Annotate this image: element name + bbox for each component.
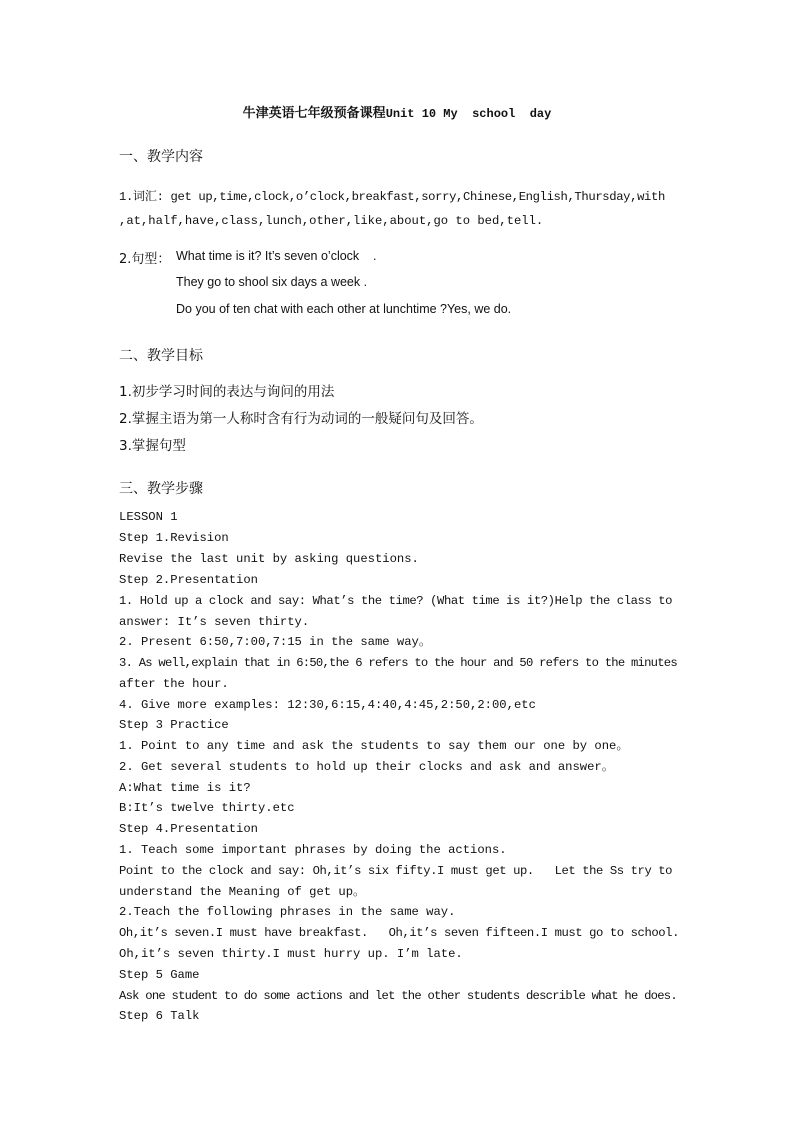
- step-line: Step 6 Talk: [119, 1009, 200, 1023]
- sentence-pattern: What time is it? It’s seven o’clock .: [176, 249, 377, 263]
- title-english: Unit 10 My school day: [385, 107, 552, 121]
- step-line: 4. Give more examples: 12:30,6:15,4:40,4:45,2:50,2:00,etc: [119, 698, 536, 712]
- step-line: 1. Point to any time and ask the students to say them our one by one。: [119, 739, 629, 753]
- step-line: after the hour.: [119, 677, 229, 691]
- step-line: answer: It’s seven thirty.: [119, 615, 310, 629]
- goal-item: 2.掌握主语为第一人称时含有行为动词的一般疑问句及回答。: [119, 411, 483, 427]
- step-line: Step 1.Revision: [119, 531, 229, 545]
- step-line: 2. Get several students to hold up their clocks and ask and answer。: [119, 760, 614, 774]
- title-chinese: 牛津英语七年级预备课程: [242, 106, 386, 121]
- step-line: Step 2.Presentation: [119, 573, 258, 587]
- step-line: B:It’s twelve thirty.etc: [119, 801, 295, 815]
- sentence-pattern: Do you of ten chat with each other at lunchtime ?Yes, we do.: [176, 302, 512, 316]
- step-line: A:What time is it?: [119, 781, 251, 795]
- step-line: Point to the clock and say: Oh,it’s six fifty.I must get up. Let the Ss try to: [119, 864, 673, 878]
- step-line: 1. Teach some important phrases by doing the actions.: [119, 843, 507, 857]
- sentence-label: 2.句型：: [119, 252, 171, 267]
- step-line: 3. As well,explain that in 6:50,the 6 refers to the hour and 50 refers to the minutes: [119, 656, 677, 670]
- step-line: 2. Present 6:50,7:00,7:15 in the same way。: [119, 635, 432, 649]
- step-line: Oh,it’s seven thirty.I must hurry up. I’m late.: [119, 947, 463, 961]
- step-line: understand the Meaning of get up。: [119, 885, 366, 899]
- step-line: Step 4.Presentation: [119, 822, 258, 836]
- step-line: Step 5 Game: [119, 968, 200, 982]
- sentence-pattern: They go to shool six days a week .: [176, 275, 368, 289]
- goal-item: 1.初步学习时间的表达与询问的用法: [119, 384, 335, 400]
- step-line: Step 3 Practice: [119, 718, 229, 732]
- step-line: Oh,it’s seven.I must have breakfast. Oh,it’s seven fifteen.I must go to school.: [119, 926, 680, 940]
- vocab-line: 1.词汇: get up,time,clock,o’clock,breakfast,sorry,Chinese,English,Thursday,with: [119, 190, 665, 204]
- step-line: LESSON 1: [119, 510, 178, 524]
- goal-item: 3.掌握句型: [119, 438, 186, 454]
- vocab-line: ,at,half,have,class,lunch,other,like,about,go to bed,tell.: [119, 214, 544, 228]
- section-heading-goals: 二、教学目标: [119, 348, 203, 364]
- section-heading-content: 一、教学内容: [119, 149, 203, 165]
- step-line: 1. Hold up a clock and say: What’s the time? (What time is it?)Help the class to: [119, 594, 673, 608]
- step-line: Ask one student to do some actions and let the other students describle what he does.: [119, 989, 677, 1003]
- step-line: Revise the last unit by asking questions.: [119, 552, 419, 566]
- step-line: 2.Teach the following phrases in the same way.: [119, 905, 456, 919]
- page-title: [0, 102, 794, 121]
- section-heading-steps: 三、教学步骤: [119, 481, 203, 497]
